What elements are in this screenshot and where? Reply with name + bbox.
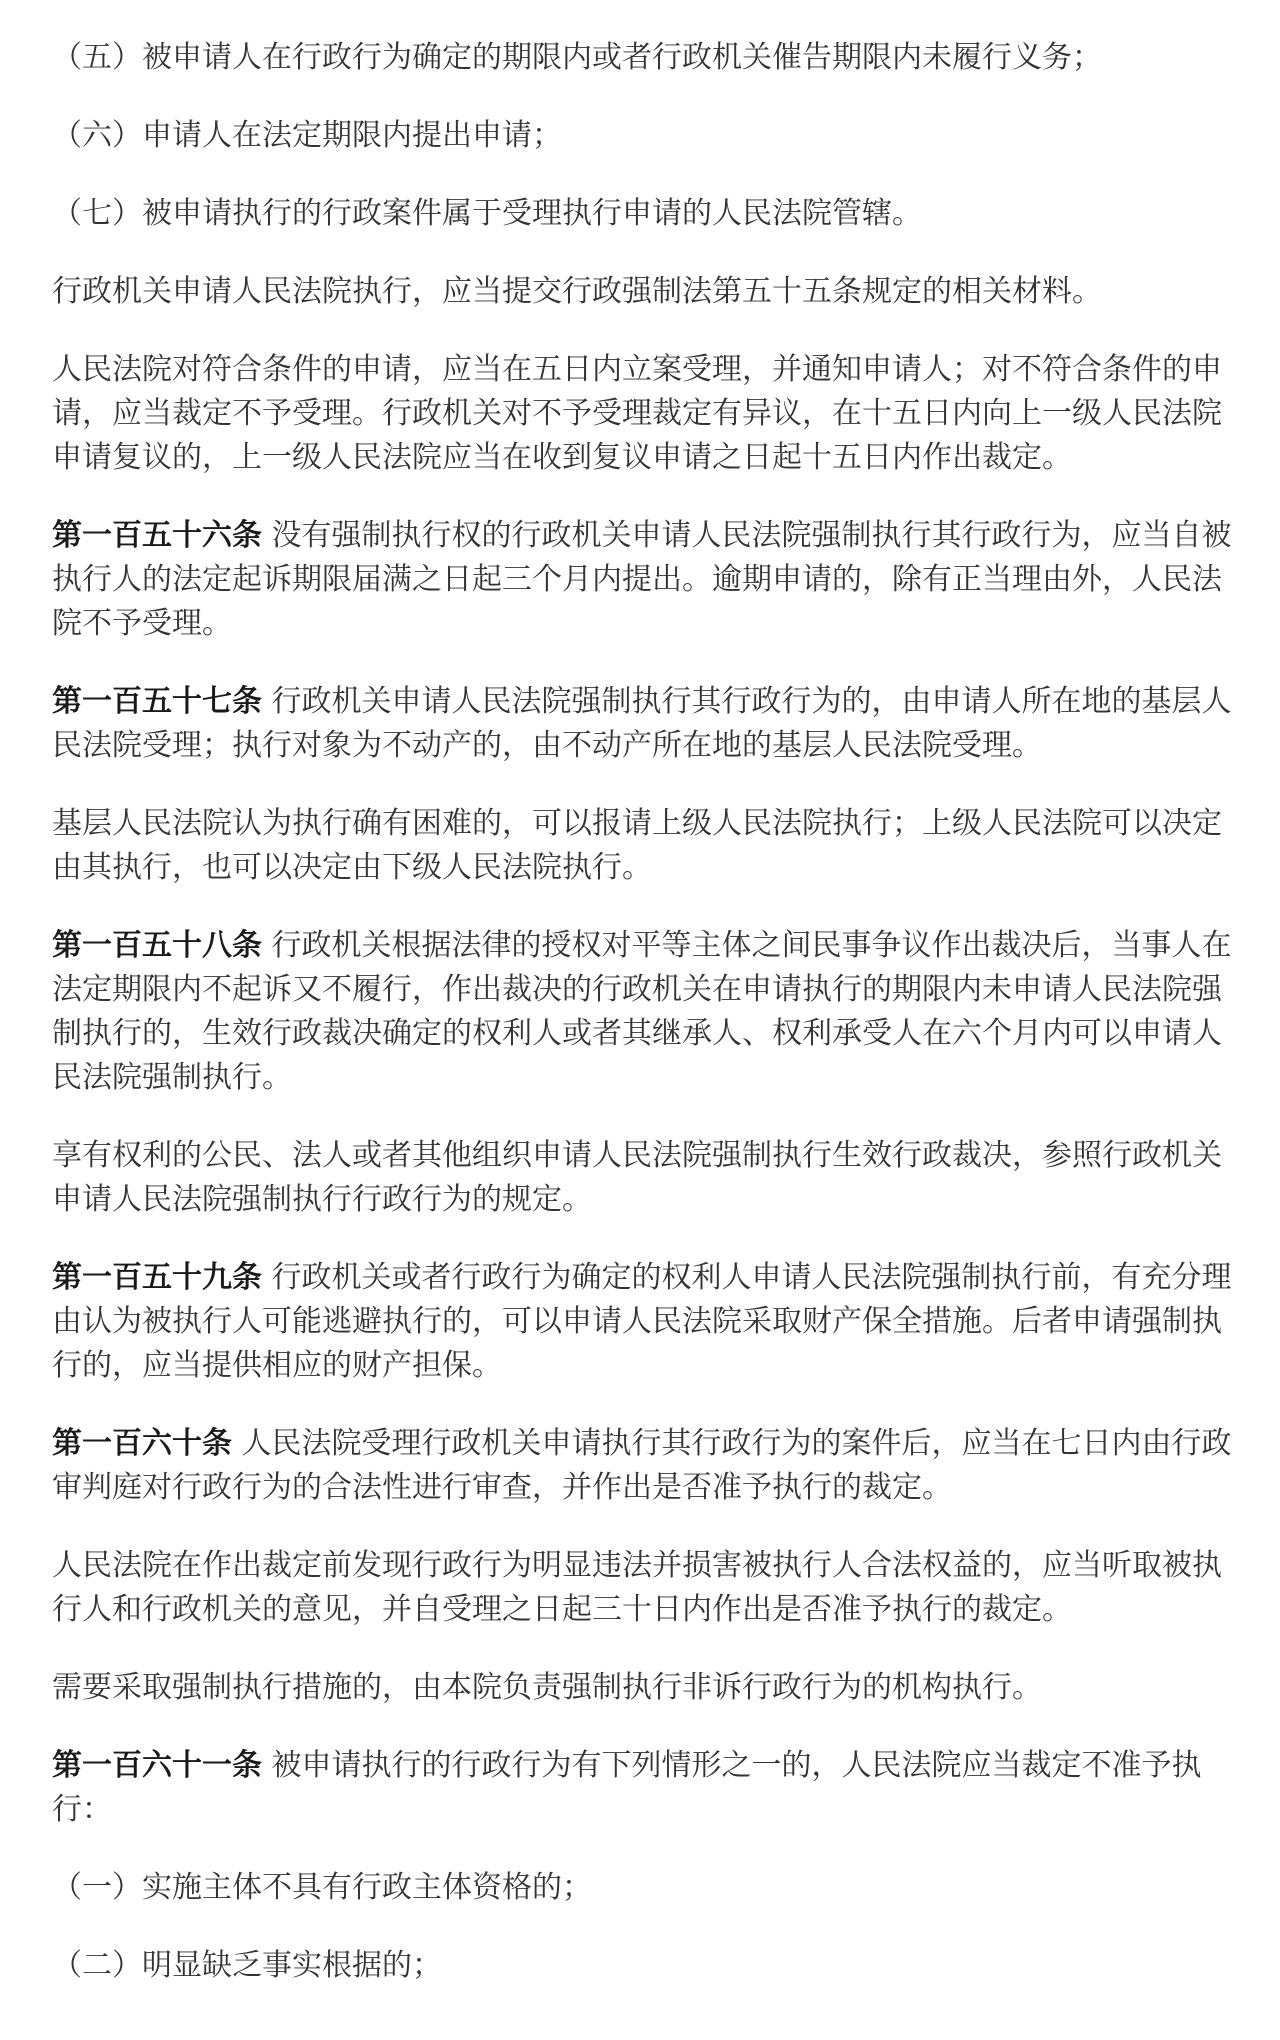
article-158 [52, 924, 1236, 1100]
clause-item-2: （二）明显缺乏事实根据的； [52, 1948, 442, 1983]
article-156 [52, 514, 1236, 646]
paragraph-hearing: 人民法院在作出裁定前发现行政行为明显违法并损害被执行人合法权益的，应当听取被执行人和行政机关的意见，并自受理之日起三十日内作出是否准予执行的裁定。 [52, 1548, 1222, 1627]
article-text: 被申请执行的行政行为有下列情形之一的，人民法院应当裁定不准予执行： [52, 1748, 1202, 1827]
article-text: 行政机关申请人民法院强制执行其行政行为的，由申请人所在地的基层人民法院受理；执行对象为不动产的，由不动产所在地的基层人民法院受理。 [52, 684, 1232, 763]
article-number: 第一百五十八条 [52, 928, 262, 963]
article-text: 没有强制执行权的行政机关申请人民法院强制执行其行政行为，应当自被执行人的法定起诉期限届满之日起三个月内提出。逾期申请的，除有正当理由外，人民法院不予受理。 [52, 518, 1232, 641]
article-159 [52, 1256, 1236, 1388]
article-number: 第一百六十条 [52, 1426, 232, 1461]
clause-item-6: （六）申请人在法定期限内提出申请； [52, 118, 562, 153]
article-number: 第一百六十一条 [52, 1748, 262, 1783]
clause-item-1: （一）实施主体不具有行政主体资格的； [52, 1870, 592, 1905]
article-number: 第一百五十七条 [52, 684, 262, 719]
article-157 [52, 680, 1236, 768]
article-161 [52, 1744, 1236, 1832]
paragraph-materials: 行政机关申请人民法院执行，应当提交行政强制法第五十五条规定的相关材料。 [52, 274, 1102, 309]
paragraph-rights-holders: 享有权利的公民、法人或者其他组织申请人民法院强制执行生效行政裁决，参照行政机关申请人民法院强制执行行政行为的规定。 [52, 1138, 1222, 1217]
article-number: 第一百五十九条 [52, 1260, 262, 1295]
paragraph-higher-court: 基层人民法院认为执行确有困难的，可以报请上级人民法院执行；上级人民法院可以决定由其执行，也可以决定由下级人民法院执行。 [52, 806, 1222, 885]
paragraph-enforcement-measures: 需要采取强制执行措施的，由本院负责强制执行非诉行政行为的机构执行。 [52, 1670, 1042, 1705]
article-text: 行政机关或者行政行为确定的权利人申请人民法院强制执行前，有充分理由认为被执行人可能逃避执行的，可以申请人民法院采取财产保全措施。后者申请强制执行的，应当提供相应的财产担保。 [52, 1260, 1232, 1383]
clause-item-5: （五）被申请人在行政行为确定的期限内或者行政机关催告期限内未履行义务； [52, 40, 1102, 75]
article-number: 第一百五十六条 [52, 518, 262, 553]
article-160 [52, 1422, 1236, 1510]
article-text: 行政机关根据法律的授权对平等主体之间民事争议作出裁决后，当事人在法定期限内不起诉又不履行，作出裁决的行政机关在申请执行的期限内未申请人民法院强制执行的，生效行政裁决确定的权利人或者其继承人、权利承受人在六个月内可以申请人民法院强制执行。 [52, 928, 1232, 1095]
paragraph-acceptance: 人民法院对符合条件的申请，应当在五日内立案受理，并通知申请人；对不符合条件的申请，应当裁定不予受理。行政机关对不予受理裁定有异议，在十五日内向上一级人民法院申请复议的，上一级人民法院应当在收到复议申请之日起十五日内作出裁定。 [52, 352, 1222, 475]
article-text: 人民法院受理行政机关申请执行其行政行为的案件后，应当在七日内由行政审判庭对行政行为的合法性进行审查，并作出是否准予执行的裁定。 [52, 1426, 1232, 1505]
clause-item-7: （七）被申请执行的行政案件属于受理执行申请的人民法院管辖。 [52, 196, 922, 231]
